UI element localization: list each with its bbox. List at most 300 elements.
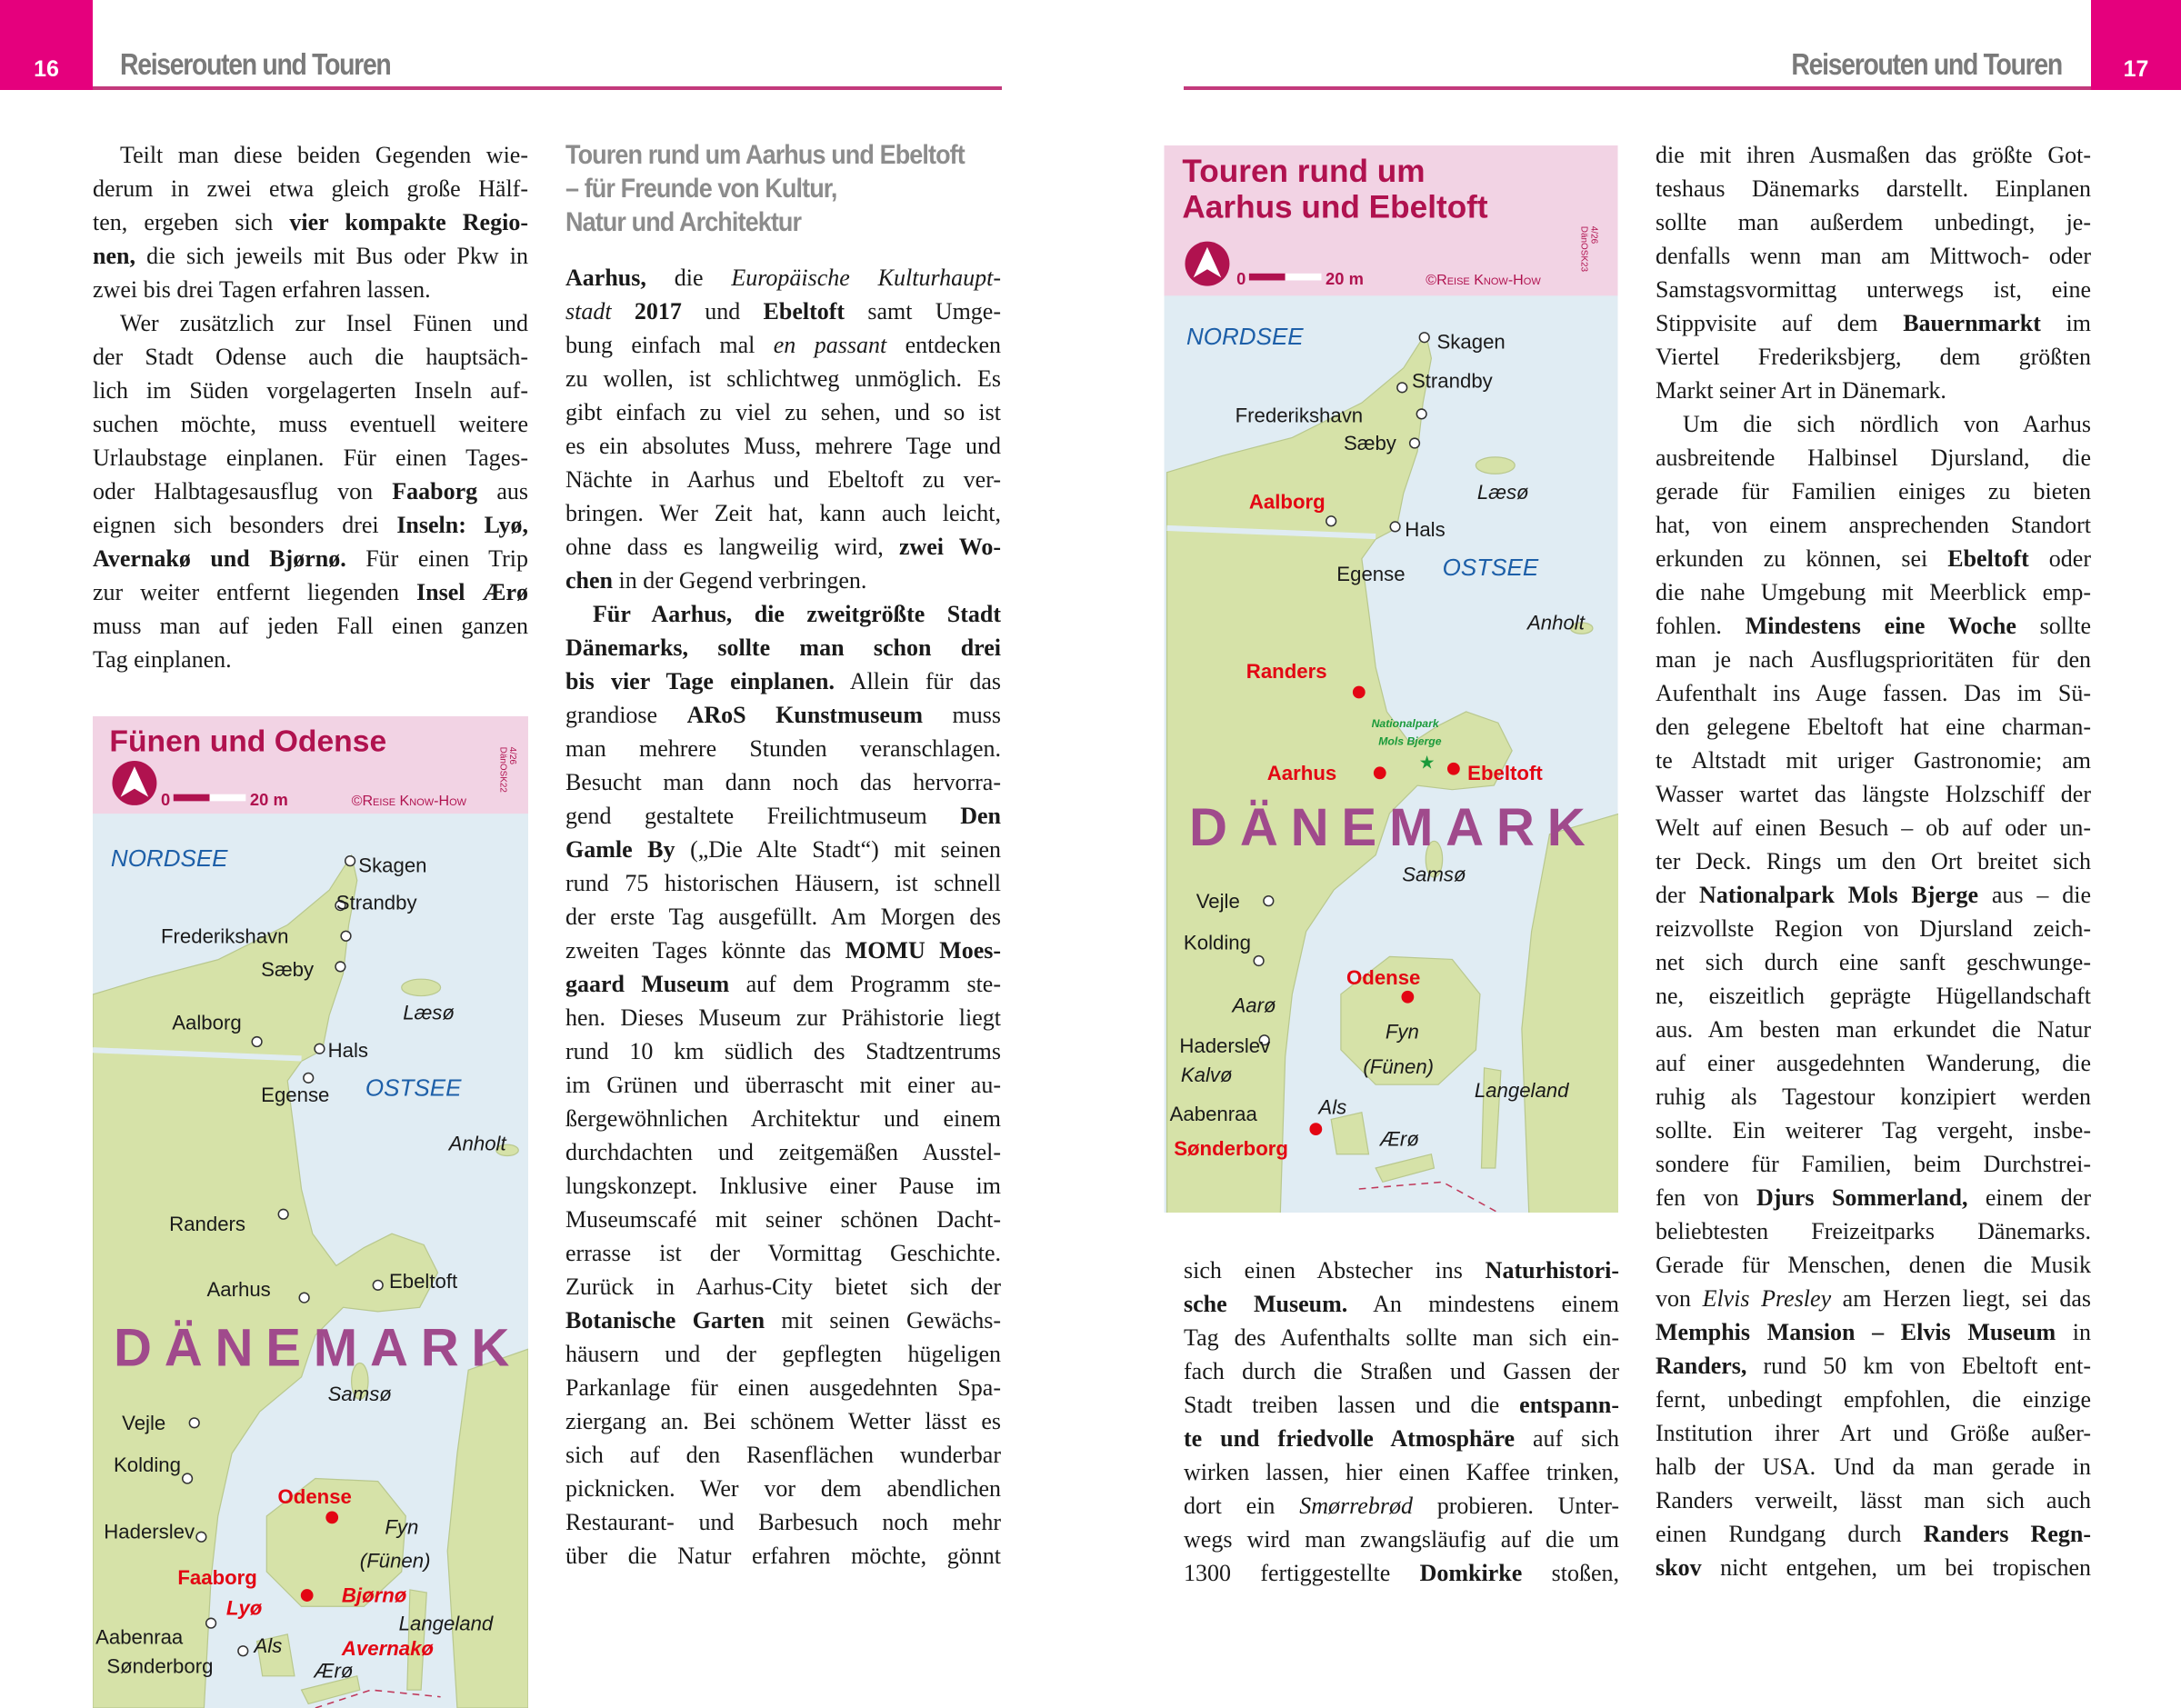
text-run: den gelegene Ebeltoft hat eine charman- <box>1656 714 2091 740</box>
text-line <box>1184 1489 1619 1523</box>
text-run: derum in zwei etwa gleich große Hälf- <box>93 175 528 202</box>
text-run: probieren. Unter- <box>1412 1493 1619 1519</box>
map-title: Fünen und Odense <box>109 724 387 759</box>
text-run: reizvollste Region von Djursland zeich- <box>1656 915 2091 942</box>
text-line <box>565 900 1001 934</box>
label-aarhus: Aarhus <box>1266 761 1337 784</box>
text-line <box>1656 643 2091 676</box>
text-run: Restaurant- und Barbesuch noch mehr <box>565 1509 1001 1535</box>
bold-text: sche Museum. <box>1184 1291 1348 1317</box>
text-line <box>565 597 1001 631</box>
label-mols-bjerge: Mols Bjerge <box>1378 734 1442 748</box>
text-line <box>1656 374 2091 407</box>
bold-text: Dänemarks, sollte man schon drei <box>565 634 1001 661</box>
text-run: net sich durch eine sanft geschwunge- <box>1656 949 2091 975</box>
label-anholt: Anholt <box>1527 611 1585 634</box>
text-run: Viertel Frederiksbjerg, dem größten <box>1656 344 2091 370</box>
text-line <box>565 1303 1001 1337</box>
text-run: ruhig als Tagestour konzipiert werden <box>1656 1084 2091 1110</box>
text-run: An mindestens einem <box>1347 1291 1620 1317</box>
bold-text: entspann- <box>1519 1392 1619 1418</box>
label-ebeltoft: Ebeltoft <box>1467 761 1543 784</box>
text-line <box>565 1169 1001 1203</box>
text-line <box>565 530 1001 564</box>
section-heading <box>565 138 965 239</box>
text-line <box>93 306 528 340</box>
text-line <box>1656 1013 2091 1046</box>
scale-bar-light <box>210 794 246 802</box>
bold-text: Ebeltoft <box>1947 545 2029 572</box>
text-line <box>1656 138 2091 172</box>
text-run: sondere für Familien, beim Durchstrei- <box>1656 1151 2091 1177</box>
text-run: die <box>645 265 732 291</box>
text-run: entdecken <box>886 332 1001 358</box>
text-run: denfalls wenn man am Mittwoch- oder <box>1656 243 2091 269</box>
text-run: der <box>1656 882 1700 908</box>
bold-text: MOMU Moes- <box>845 937 1002 964</box>
text-line <box>565 564 1001 597</box>
text-line <box>565 395 1001 429</box>
bold-text: Naturhistori- <box>1485 1257 1619 1283</box>
bold-text: Gamle By <box>565 836 675 863</box>
text-line <box>1656 205 2091 239</box>
text-run: Parkanlage für einen ausgedehnten Spa- <box>565 1374 1001 1401</box>
bold-text: gaard Museum <box>565 971 730 997</box>
bold-text: Randers, <box>1656 1353 1747 1379</box>
text-run: zwei bis drei Tagen erfahren lassen. <box>93 276 431 303</box>
label-nordsee: NORDSEE <box>1186 322 1304 350</box>
text-run: Urlaubstage einplanen. Für einen Tages- <box>93 444 528 471</box>
text-line <box>93 407 528 441</box>
text-run: man je nach Ausflugsprioritäten für den <box>1656 646 2091 673</box>
text-run: wegs wird man zwangsläufig auf die um <box>1184 1526 1619 1553</box>
text-line <box>93 609 528 643</box>
label-als: Als <box>254 1633 283 1657</box>
map-code-date: 4/26 <box>1588 225 1599 245</box>
label-ostsee: OSTSEE <box>365 1074 462 1102</box>
text-run: Stippvisite auf dem <box>1656 310 1904 336</box>
bold-text: skov <box>1656 1554 1702 1581</box>
map-copyright: ©Reise Know-How <box>351 792 467 809</box>
bold-text: te und friedvolle Atmosphäre <box>1184 1425 1516 1452</box>
label-vejle: Vejle <box>1196 889 1240 913</box>
text-line <box>1184 1523 1619 1556</box>
text-run: sich einen Abstecher ins <box>1184 1257 1486 1283</box>
text-line <box>1656 172 2091 205</box>
header-rule-right <box>1184 86 2091 90</box>
text-line <box>565 1236 1001 1270</box>
text-run: ter Deck. Rings um den Ort breitet sich <box>1656 848 2091 874</box>
text-run: der erste Tag ausgefüllt. Am Morgen des <box>565 904 1001 930</box>
label-aero: Ærø <box>314 1659 354 1683</box>
label-strandby: Strandby <box>335 891 417 914</box>
text-line <box>1656 407 2091 441</box>
text-run: Tag einplanen. <box>93 646 232 673</box>
text-line <box>565 732 1001 765</box>
text-run: ten, ergeben sich <box>93 209 290 235</box>
label-egense: Egense <box>1336 563 1406 586</box>
text-run: bringen. Wer Zeit hat, kann auch leicht, <box>565 500 1001 526</box>
label-sonderborg: Sønderborg <box>106 1654 214 1678</box>
label-kolding: Kolding <box>1183 931 1251 954</box>
text-line <box>93 273 528 306</box>
label-hals: Hals <box>1405 518 1446 542</box>
bold-text: Faaborg <box>392 478 478 504</box>
text-line <box>565 261 1001 295</box>
text-run: erkunden zu können, sei <box>1656 545 1948 572</box>
text-run: Für einen Trip <box>345 545 528 572</box>
text-run: Samstagsvormittag unterwegs ist, eine <box>1656 276 2091 303</box>
bold-text: Mindestens eine Woche <box>1745 613 2016 639</box>
north-arrow-icon <box>112 761 156 805</box>
text-run: einen Rundgang durch <box>1656 1521 1924 1547</box>
text-run: errasse ist der Vormittag Geschichte. <box>565 1240 1001 1266</box>
text-run: durchdachten und zeitgemäßen Ausstel- <box>565 1139 1001 1165</box>
text-run: auf sich <box>1515 1425 1619 1452</box>
text-run: ziergang an. Bei schönem Wetter lässt es <box>565 1408 1001 1434</box>
bold-text: bis vier Tage einplanen. <box>565 668 835 694</box>
text-run: sollte <box>2016 613 2091 639</box>
section-heading-line: Touren rund um Aarhus und Ebeltoft <box>565 140 965 170</box>
label-aarhus: Aarhus <box>206 1278 271 1302</box>
paragraph <box>1656 407 2091 1584</box>
text-run: stoßen, <box>1522 1560 1619 1586</box>
text-line <box>1184 1455 1619 1489</box>
scale-label: 20 m <box>249 789 288 809</box>
text-run: von <box>1656 1285 1703 1312</box>
text-line <box>1656 1483 2091 1517</box>
text-run: Tag des Aufenthalts sollte man sich ein- <box>1184 1324 1619 1351</box>
bold-text: Domkirke <box>1419 1560 1523 1586</box>
label-funen: (Fünen) <box>359 1549 431 1573</box>
paragraph <box>93 138 528 306</box>
label-langeland: Langeland <box>398 1612 494 1635</box>
label-frederikshavn: Frederikshavn <box>1235 404 1364 427</box>
text-line <box>1656 508 2091 542</box>
text-line <box>93 374 528 407</box>
label-randers: Randers <box>1246 660 1327 684</box>
text-line <box>1656 1248 2091 1282</box>
text-line <box>93 474 528 508</box>
text-run: zur weiter entfernt liegenden <box>93 579 417 605</box>
text-run: 1300 fertiggestellte <box>1184 1560 1420 1586</box>
text-column-2 <box>565 138 1001 1573</box>
section-heading-line: Natur und Architektur <box>565 207 802 237</box>
page-number-left: 16 <box>0 0 93 90</box>
text-run: auf dem Programm ste- <box>729 971 1001 997</box>
text-run: ohne dass es langweilig wird, <box>565 534 899 560</box>
bold-text: Bauernmarkt <box>1903 310 2041 336</box>
text-line <box>1184 1287 1619 1321</box>
text-line <box>1656 811 2091 844</box>
text-run: hen. Dieses Museum zur Prähistorie liegt <box>565 1004 1001 1031</box>
text-line <box>93 542 528 575</box>
text-run: in der Gegend verbringen. <box>613 567 867 594</box>
text-line <box>1656 1450 2091 1483</box>
text-line <box>1656 306 2091 340</box>
text-run: ne, eiszeitlich geprägte Hügellandschaft <box>1656 983 2091 1009</box>
label-fyn: Fyn <box>385 1515 419 1539</box>
text-run: dort ein <box>1184 1493 1300 1519</box>
label-saeby: Sæby <box>261 958 315 982</box>
text-run: gend gestaltete Freilichtmuseum <box>565 803 961 829</box>
bold-text: Avernakø und Bjørnø. <box>93 545 346 572</box>
text-run: sollte. Ein weiterer Tag vergeht, insbe- <box>1656 1117 2091 1144</box>
paragraph <box>565 261 1001 597</box>
text-line <box>1656 1551 2091 1584</box>
text-run: Stadt treiben lassen und die <box>1184 1392 1520 1418</box>
text-run: Markt seiner Art in Dänemark. <box>1656 377 1946 404</box>
text-line <box>1656 1282 2091 1315</box>
text-line <box>565 1371 1001 1404</box>
scale-zero: 0 <box>161 789 171 809</box>
text-line <box>1656 1349 2091 1383</box>
text-run <box>612 298 635 325</box>
text-line <box>1656 441 2091 474</box>
text-run: muss <box>923 702 1001 728</box>
label-langeland: Langeland <box>1474 1078 1569 1102</box>
text-line <box>565 1472 1001 1505</box>
text-run: Wasser wartet das längste Holzschiff der <box>1656 781 2091 807</box>
text-line <box>1656 474 2091 508</box>
text-line <box>565 698 1001 732</box>
text-line <box>1656 1315 2091 1349</box>
text-run: picknicken. Wer vor dem abendlichen <box>565 1475 1001 1502</box>
text-run: sich auf den Rasenflächen wunderbar <box>565 1442 1001 1468</box>
text-line <box>565 765 1001 799</box>
text-run: Museumscafé mit seiner schönen Dacht- <box>565 1206 1001 1233</box>
label-nordsee: NORDSEE <box>110 844 228 873</box>
italic-text: Europäische Kulturhaupt- <box>731 265 1002 291</box>
label-laeso: Læsø <box>403 1001 455 1024</box>
label-aaro: Aarø <box>1232 994 1276 1017</box>
text-run: Randers verweilt, lässt man sich auch <box>1656 1487 2091 1513</box>
text-run: die nahe Umgebung mit Meerblick emp- <box>1656 579 2091 605</box>
text-run: Teilt man diese beiden Gegenden wie- <box>120 142 528 168</box>
text-run: teshaus Dänemarks darstellt. Einplanen <box>1656 175 2091 202</box>
scale-bar-light <box>1286 274 1322 281</box>
scale-label: 20 m <box>1326 269 1364 289</box>
text-run: rund 75 historischen Häusern, ist schnell <box>565 870 1001 896</box>
label-country: DÄNEMARK <box>113 1318 523 1378</box>
north-arrow-icon <box>1185 242 1229 286</box>
text-line <box>565 934 1001 967</box>
text-run: Nächte in Aarhus und Ebeltoft zu ver- <box>565 466 1001 493</box>
text-run: über die Natur erfahren möchte, gönnt <box>565 1543 1001 1569</box>
text-run: oder <box>2028 545 2092 572</box>
text-run: halb der USA. Und da man gerade in <box>1656 1453 2091 1480</box>
text-run: auf einer ausgedehnten Wanderung, die <box>1656 1050 2091 1076</box>
bold-text: Memphis Mansion – Elvis Museum <box>1656 1319 2056 1345</box>
section-heading-line: – für Freunde von Kultur, <box>565 174 837 204</box>
text-run: bung einfach mal <box>565 332 774 358</box>
text-line <box>1656 1114 2091 1147</box>
text-line <box>565 866 1001 900</box>
text-run: eignen sich besonders drei <box>93 512 397 538</box>
label-kalvo: Kalvø <box>1180 1064 1233 1087</box>
text-run: fohlen. <box>1656 613 1746 639</box>
text-line <box>1656 1080 2091 1114</box>
label-aalborg: Aalborg <box>1248 490 1326 514</box>
text-run: aus. Am besten man erkundet die Natur <box>1656 1016 2091 1043</box>
text-line <box>565 1034 1001 1068</box>
text-line <box>1656 1181 2091 1214</box>
label-randers: Randers <box>169 1213 246 1236</box>
text-line <box>565 967 1001 1001</box>
text-line <box>565 1270 1001 1303</box>
national-park-star-icon: ★ <box>1418 753 1436 774</box>
label-odense: Odense <box>277 1485 352 1509</box>
map-code-date: 4/26 <box>507 746 518 765</box>
text-line <box>565 1438 1001 1472</box>
label-saeby: Sæby <box>1343 432 1396 455</box>
text-run: („Die Alte Stadt“) mit seinen <box>675 836 1001 863</box>
text-run: lungskonzept. Inklusive einer Pause im <box>565 1173 1001 1199</box>
scale-bar-dark <box>1249 274 1286 281</box>
bold-text: Für Aarhus, die zweitgrößte Stadt <box>593 601 1001 627</box>
text-line <box>1184 1388 1619 1422</box>
map-code: DänOSK22 <box>497 746 508 793</box>
text-run: rund 50 km von Ebeltoft ent- <box>1746 1353 2091 1379</box>
italic-text: Elvis Presley <box>1702 1285 1832 1312</box>
scale-zero: 0 <box>1236 269 1246 289</box>
label-ostsee: OSTSEE <box>1442 553 1539 581</box>
text-line <box>1184 1354 1619 1388</box>
italic-text: en passant <box>773 332 887 358</box>
label-fyn: Fyn <box>1385 1020 1419 1044</box>
bold-text: Ebeltoft <box>763 298 845 325</box>
bold-text: Aarhus, <box>565 265 646 291</box>
text-line <box>93 441 528 474</box>
text-column-4 <box>1656 138 2091 1584</box>
italic-text: Smørrebrød <box>1299 1493 1413 1519</box>
text-line <box>1656 340 2091 374</box>
paragraph <box>1184 1254 1619 1590</box>
text-run: samt Umge- <box>845 298 1001 325</box>
text-line <box>565 1404 1001 1438</box>
label-kolding: Kolding <box>113 1453 181 1476</box>
text-line <box>93 508 528 542</box>
text-run: die sich jeweils mit Bus oder Pkw in <box>135 243 528 269</box>
text-run: Gerade für Menschen, denen die Musik <box>1656 1252 2091 1278</box>
text-line <box>1656 777 2091 811</box>
text-column-3 <box>1184 1254 1619 1590</box>
text-line <box>565 463 1001 496</box>
text-line <box>565 799 1001 833</box>
bold-text: chen <box>565 567 613 594</box>
label-bjorno: Bjørnø <box>341 1583 407 1607</box>
text-line <box>1184 1556 1619 1590</box>
label-avernako: Avernakø <box>341 1636 434 1660</box>
text-run: ßergewöhnlichen Architektur und einem <box>565 1105 1001 1132</box>
text-line <box>565 429 1001 463</box>
text-run: ausbreitende Halbinsel Djursland, die <box>1656 444 2091 471</box>
text-line <box>1656 575 2091 609</box>
label-aero: Ærø <box>1379 1127 1419 1151</box>
text-line <box>1656 979 2091 1013</box>
text-run: suchen möchte, muss eventuell weitere <box>93 411 528 437</box>
text-run: im <box>2040 310 2091 336</box>
bold-text: 2017 <box>634 298 682 325</box>
text-run: grandiose <box>565 702 687 728</box>
text-run: Allein für das <box>835 668 1001 694</box>
text-run: hat, von einem ansprechenden Standort <box>1656 512 2091 538</box>
text-run: aus <box>477 478 528 504</box>
map-code: DänOSK23 <box>1578 225 1589 273</box>
text-line <box>565 1001 1001 1034</box>
text-line <box>1184 1321 1619 1354</box>
text-line <box>93 643 528 676</box>
label-nationalpark: Nationalpark <box>1371 716 1439 730</box>
label-ebeltoft: Ebeltoft <box>388 1269 458 1293</box>
label-haderslev: Haderslev <box>1179 1034 1271 1057</box>
bold-text: nen, <box>93 243 135 269</box>
text-line <box>1656 676 2091 710</box>
label-als: Als <box>1318 1095 1347 1119</box>
text-line <box>1656 878 2091 912</box>
text-run: lich im Süden vorgelagerten Inseln auf- <box>93 377 528 404</box>
label-aalborg: Aalborg <box>172 1011 242 1034</box>
label-hals: Hals <box>327 1038 368 1062</box>
text-line <box>93 575 528 609</box>
text-run: te Altstadt mit uriger Gastronomie; am <box>1656 747 2091 774</box>
text-line <box>93 138 528 172</box>
bold-text: Randers Regn- <box>1923 1521 2091 1547</box>
text-line <box>1656 609 2091 643</box>
bold-text: Nationalpark Mols Bjerge <box>1699 882 1979 908</box>
text-line <box>93 205 528 239</box>
text-line <box>93 172 528 205</box>
text-run: gibt einfach zu viel zu sehen, und so ist <box>565 399 1001 425</box>
text-line <box>565 1203 1001 1236</box>
text-line <box>1656 844 2091 878</box>
paragraph <box>93 306 528 676</box>
header-rule-left <box>93 86 1002 90</box>
text-line <box>1656 542 2091 575</box>
text-line <box>93 340 528 374</box>
text-run: fach durch die Straßen und Gassen der <box>1184 1358 1619 1384</box>
text-line <box>1656 1214 2091 1248</box>
label-egense: Egense <box>261 1083 330 1106</box>
text-line <box>1656 1416 2091 1450</box>
text-run: fen von <box>1656 1184 1756 1211</box>
label-funen: (Fünen) <box>1363 1054 1435 1078</box>
label-vejle: Vejle <box>122 1411 166 1434</box>
text-run: zu wollen, ist schlichtweg unmöglich. Es <box>565 365 1001 392</box>
text-run: muss man auf jeden Fall einen ganzen <box>93 613 528 639</box>
text-run: Besucht man dann noch das hervorra- <box>565 769 1001 795</box>
label-skagen: Skagen <box>358 854 427 877</box>
label-country: DÄNEMARK <box>1189 797 1598 857</box>
map-aarhus-ebeltoft <box>1164 145 1618 1213</box>
label-aabenraa: Aabenraa <box>95 1625 184 1649</box>
text-run: in <box>2056 1319 2091 1345</box>
text-line <box>565 496 1001 530</box>
text-run: oder Halbtagesausflug von <box>93 478 393 504</box>
label-sonderborg: Sønderborg <box>1174 1137 1288 1161</box>
label-strandby: Strandby <box>1411 369 1493 393</box>
label-skagen: Skagen <box>1436 330 1506 354</box>
text-run: man mehrere Stunden veranschlagen. <box>565 735 1001 762</box>
text-run: häusern und der gepflegten hügeligen <box>565 1341 1001 1367</box>
text-run: gerade für Familien einiges zu bieten <box>1656 478 2091 504</box>
text-run: nicht entgehen, um bei tropischen <box>1701 1554 2091 1581</box>
bold-text: ARoS Kunstmuseum <box>686 702 923 728</box>
running-title-left: Reiserouten und Touren <box>120 47 391 81</box>
label-haderslev: Haderslev <box>104 1520 195 1543</box>
text-line <box>1656 710 2091 744</box>
page-number-right: 17 <box>2091 0 2181 90</box>
